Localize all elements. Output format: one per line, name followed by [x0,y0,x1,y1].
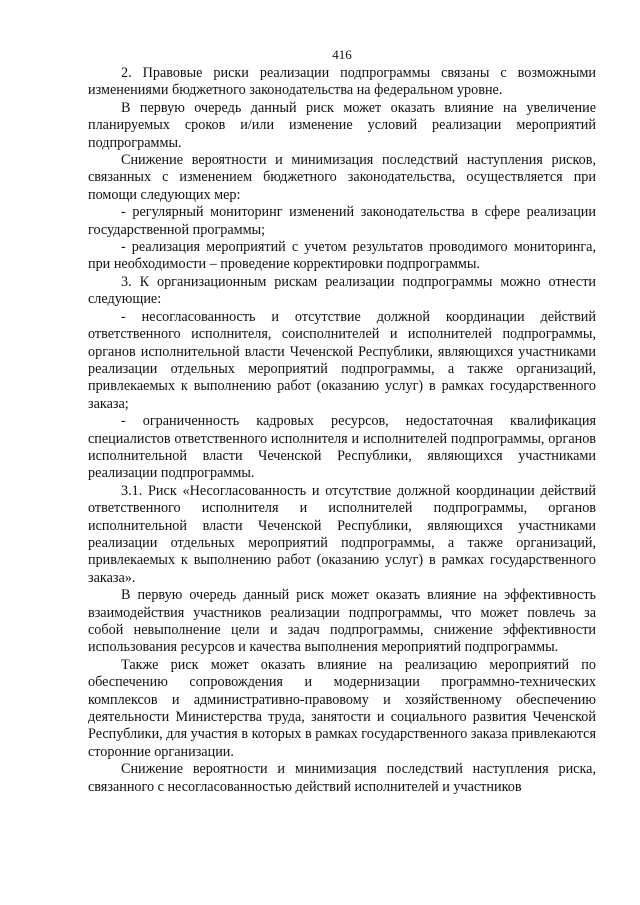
list-item-staffing: - ограниченность кадровых ресурсов, недостаточная квалификация специалистов ответственного исполнителя и исполнителей подпрограммы, органов исполнительной власти Чеченской Республики, являющихся участниками реализации подпрограммы. [88,413,596,482]
page-number: 416 [332,47,352,62]
paragraph-legal-risk-impact: В первую очередь данный риск может оказать влияние на увеличение планируемых сроков и/или изменение условий реализации мероприятий подпрограммы. [88,99,596,151]
paragraph-risk-3-1: 3.1. Риск «Несогласованность и отсутствие должной координации действий ответственного исполнителя и исполнителей подпрограммы, органов исполнительной власти Чеченской Республики, являющихся участниками реализации отдельных мероприятий подпрограммы, а также организаций, привлекаемых к выполнению работ (оказанию услуг) в рамках государственного заказа». [88,482,596,586]
paragraph-legal-risks: 2. Правовые риски реализации подпрограммы связаны с возможными изменениями бюджетного законодательства на федеральном уровне. [88,65,596,99]
paragraph-organizational-risks: 3. К организационным рискам реализации подпрограммы можно отнести следующие: [88,273,596,308]
list-item-corrections: - реализация мероприятий с учетом результатов проводимого мониторинга, при необходимости – проведение корректировки подпрограммы. [88,239,596,273]
paragraph-risk-further-impact: Также риск может оказать влияние на реализацию мероприятий по обеспечению сопровождения и модернизации программно-технических комплексов и административно-правовому и хозяйственному обеспечению деятельности Министерства труда, занятости и социального развития Чеченской Республики, для участия в которых в рамках государственного заказа привлекаются сторонние организации. [88,656,596,760]
paragraph-risk-impact: В первую очередь данный риск может оказать влияние на эффективность взаимодействия участников реализации подпрограммы, что может повлечь за собой невыполнение цели и задач подпрограммы, снижение эффективности использования ресурсов и качества выполнения мероприятий подпрограммы. [88,587,596,656]
paragraph-legal-risk-mitigation: Снижение вероятности и минимизация последствий наступления рисков, связанных с изменением бюджетного законодательства, осуществляется при помощи следующих мер: [88,152,596,203]
document-page [88,47,596,796]
list-item-coordination: - несогласованность и отсутствие должной координации действий ответственного исполнителя, соисполнителей и исполнителей подпрограммы, органов исполнительной власти Чеченской Республики, являющихся участниками реализации отдельных мероприятий подпрограммы, а также организаций, привлекаемых к выполнению работ (оказанию услуг) в рамках государственного заказа; [88,308,596,412]
list-item-monitoring: - регулярный мониторинг изменений законодательства в сфере реализации государственной программы; [88,204,596,238]
paragraph-risk-mitigation: Снижение вероятности и минимизация последствий наступления риска, связанного с несогласованностью действий исполнителей и участников [88,761,596,795]
